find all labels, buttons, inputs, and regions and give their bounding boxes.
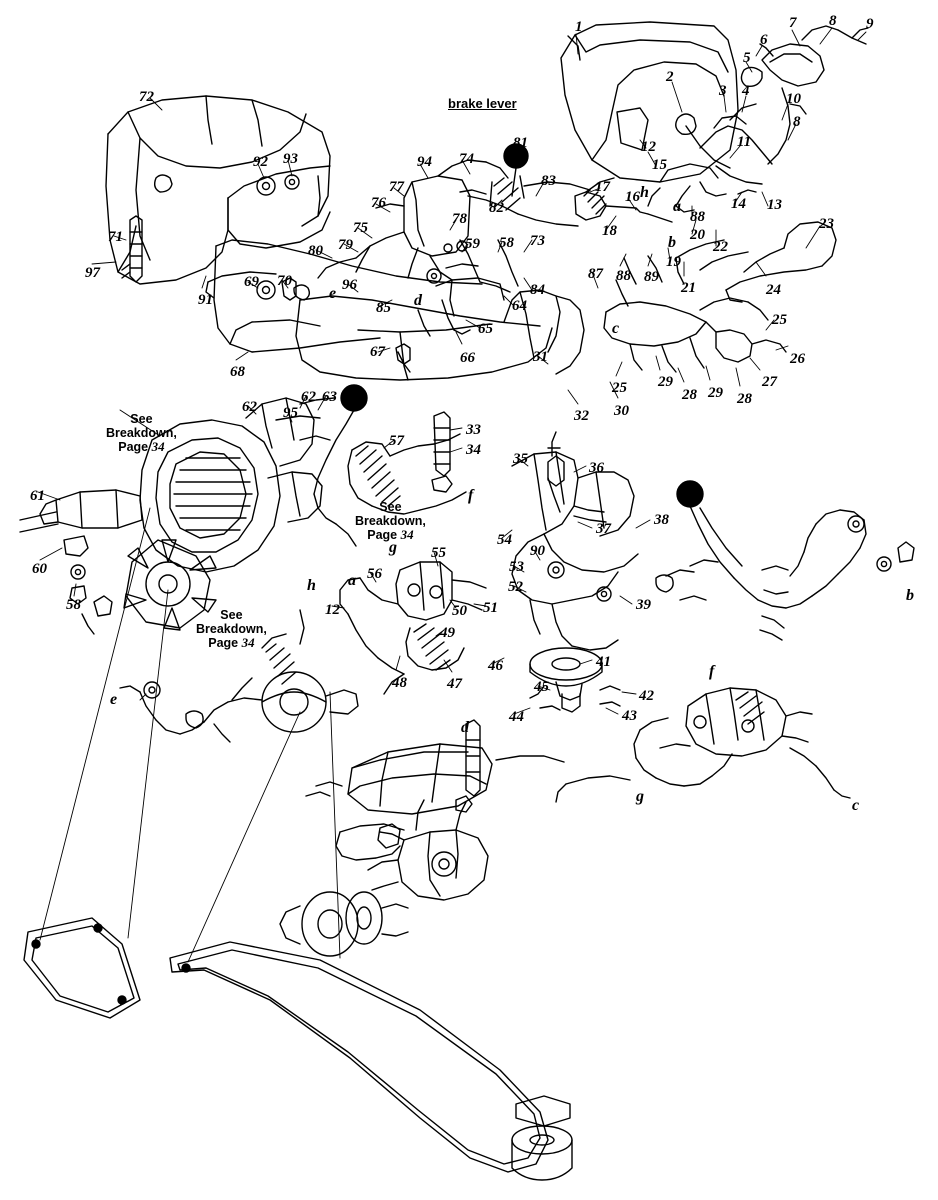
callout-number: 28 — [682, 387, 697, 403]
callout-number: 24 — [766, 282, 781, 298]
callout-number: 66 — [460, 350, 475, 366]
callout-number: 46 — [488, 658, 503, 674]
callout-number: 82 — [489, 200, 504, 216]
callout-number: 75 — [353, 220, 368, 236]
callout-number: 61 — [30, 488, 45, 504]
see-breakdown-note — [106, 412, 177, 455]
callout-number: 23 — [819, 216, 834, 232]
callout-number: 97 — [85, 265, 100, 281]
callout-number: 85 — [376, 300, 391, 316]
callout-number: 62 — [301, 389, 316, 405]
callout-number: 17 — [595, 179, 610, 195]
callout-number: 39 — [636, 597, 651, 613]
callout-number: 35 — [513, 451, 528, 467]
callout-number: 69 — [244, 274, 259, 290]
callout-number: 3 — [719, 83, 727, 99]
callout-letter: b — [906, 587, 914, 604]
callout-number: 29 — [658, 374, 673, 390]
callout-number: 63 — [322, 389, 337, 405]
callout-letter: a — [673, 198, 681, 215]
callout-letter: h — [640, 184, 649, 201]
callout-letter: c — [852, 797, 860, 814]
callout-number: 19 — [666, 254, 681, 270]
callout-number: 8 — [793, 114, 801, 130]
callout-number: 64 — [512, 298, 527, 314]
callout-number: 53 — [509, 559, 524, 575]
callout-number: 70 — [277, 273, 292, 289]
see-breakdown-note — [355, 500, 426, 543]
callout-number: 71 — [108, 229, 123, 245]
callout-number: 14 — [731, 196, 746, 212]
callout-number: 92 — [253, 154, 268, 170]
callout-number: 60 — [32, 561, 47, 577]
callout-letter: a — [348, 572, 356, 589]
callout-number: 29 — [708, 385, 723, 401]
callout-number: 28 — [737, 391, 752, 407]
callout-letter: g — [389, 539, 397, 556]
note-line-2: Breakdown, — [106, 426, 177, 440]
callout-number: 52 — [508, 579, 523, 595]
callout-letter: e — [110, 691, 118, 708]
callout-number: 30 — [614, 403, 629, 419]
callout-letter: g — [636, 788, 644, 805]
callout-number: 59 — [465, 236, 480, 252]
callout-number: 58 — [499, 235, 514, 251]
callout-number: 6 — [760, 32, 768, 48]
callout-number: 58 — [66, 597, 81, 613]
callout-number: 20 — [690, 227, 705, 243]
callout-letter: c — [612, 320, 620, 337]
callout-number: 84 — [530, 282, 545, 298]
callout-letter: h — [307, 577, 316, 594]
note-line-3 — [106, 440, 177, 455]
callout-number: 80 — [308, 243, 323, 259]
callout-number: 55 — [431, 545, 446, 561]
callout-letter: d — [461, 719, 469, 736]
callout-number: 42 — [639, 688, 654, 704]
callout-number: 57 — [389, 433, 404, 449]
callout-number: 94 — [417, 154, 432, 170]
callout-number: 89 — [644, 269, 659, 285]
callout-number: 1 — [575, 19, 583, 35]
callout-number: 47 — [447, 676, 462, 692]
note-page-number: 34 — [151, 439, 165, 454]
note-page-number: 34 — [241, 635, 255, 650]
callout-number: 33 — [466, 422, 481, 438]
callout-number: 27 — [762, 374, 777, 390]
callout-number: 36 — [589, 460, 604, 476]
note-line-2: Breakdown, — [196, 622, 267, 636]
callout-number: 31 — [533, 349, 548, 365]
callout-letter: f — [709, 663, 715, 680]
callout-number: 83 — [541, 173, 556, 189]
callout-number: 81 — [513, 135, 528, 151]
callout-number: 65 — [478, 321, 493, 337]
callout-number: 25 — [772, 312, 787, 328]
note-page-word: Page — [208, 636, 239, 650]
callout-number: 21 — [681, 280, 696, 296]
callout-number: 87 — [588, 266, 603, 282]
note-line-1: See — [379, 500, 402, 514]
callout-letter: f — [468, 487, 474, 504]
note-line-1: See — [220, 608, 243, 622]
callout-number: 72 — [139, 89, 154, 105]
callout-number: 76 — [371, 195, 386, 211]
callout-number: 8 — [829, 13, 837, 29]
callout-number: 11 — [737, 134, 752, 150]
callout-number: 54 — [497, 532, 512, 548]
callout-letter: e — [329, 285, 337, 302]
callout-number: 49 — [440, 625, 455, 641]
callout-number: 32 — [574, 408, 589, 424]
callout-number: 79 — [338, 237, 353, 253]
callout-letter: b — [668, 234, 676, 251]
callout-number: 90 — [530, 543, 545, 559]
callout-number: 43 — [622, 708, 637, 724]
callout-number: 37 — [596, 521, 611, 537]
callout-number: 41 — [596, 654, 611, 670]
note-line-2: Breakdown, — [355, 514, 426, 528]
note-page-word: Page — [367, 528, 398, 542]
callout-number: 78 — [452, 211, 467, 227]
callout-number: 68 — [230, 364, 245, 380]
callout-number: 73 — [530, 233, 545, 249]
callout-number: 51 — [483, 600, 498, 616]
note-line-3 — [355, 528, 426, 543]
note-page-word: Page — [118, 440, 149, 454]
callout-number: 12 — [325, 602, 340, 618]
callout-number: 5 — [743, 50, 751, 66]
callout-number: 18 — [602, 223, 617, 239]
callout-number: 56 — [367, 566, 382, 582]
callout-number: 4 — [742, 83, 750, 99]
callout-number: 16 — [625, 189, 640, 205]
brake-lever-label: brake lever — [448, 96, 517, 111]
callout-number: 9 — [866, 16, 874, 32]
callout-number: 96 — [342, 277, 357, 293]
callout-number: 50 — [452, 603, 467, 619]
callout-number: 44 — [509, 709, 524, 725]
callout-number: 93 — [283, 151, 298, 167]
callout-number: 25 — [612, 380, 627, 396]
note-page-number: 34 — [400, 527, 414, 542]
callout-number: 74 — [459, 151, 474, 167]
callout-number: 13 — [767, 197, 782, 213]
callout-number: 77 — [389, 179, 404, 195]
callout-number: 15 — [652, 157, 667, 173]
callout-number: 34 — [466, 442, 481, 458]
note-line-1: See — [130, 412, 153, 426]
callout-number: 12 — [641, 139, 656, 155]
callout-number: 26 — [790, 351, 805, 367]
callout-number: 7 — [789, 15, 797, 31]
callout-number: 22 — [713, 239, 728, 255]
callout-number: 45 — [534, 679, 549, 695]
callout-letter: d — [414, 292, 422, 309]
callout-number: 10 — [786, 91, 801, 107]
callout-number: 48 — [392, 675, 407, 691]
callout-number: 88 — [616, 268, 631, 284]
callout-number: 91 — [198, 292, 213, 308]
note-line-3 — [196, 636, 267, 651]
callout-number: 38 — [654, 512, 669, 528]
callout-number: 95 — [283, 405, 298, 421]
callout-number: 88 — [690, 209, 705, 225]
callout-number: 67 — [370, 344, 385, 360]
callout-number: 62 — [242, 399, 257, 415]
callout-number: 2 — [666, 69, 674, 85]
see-breakdown-note — [196, 608, 267, 651]
